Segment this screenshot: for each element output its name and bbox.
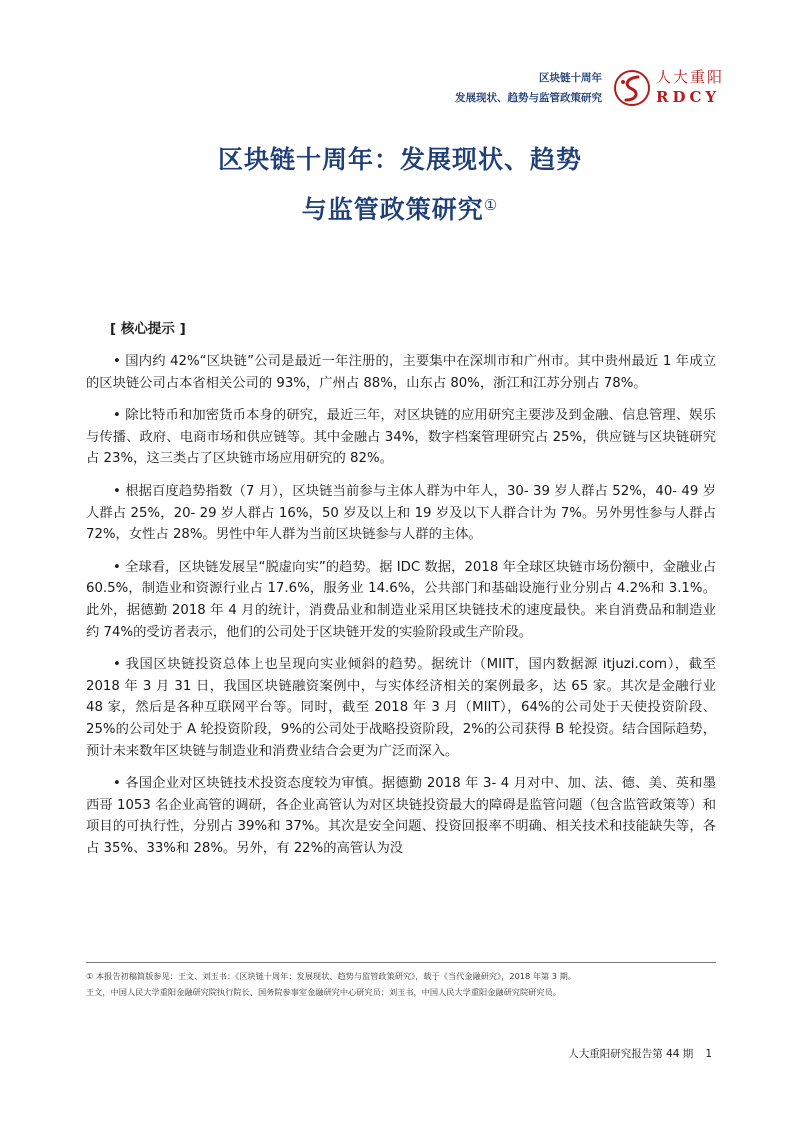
title-footnote-mark[interactable]: ① [483,196,499,214]
footnote-line2: 王文，中国人民大学重阳金融研究院执行院长、国务院参事室金融研究中心研究员；刘玉书，中国人民大学重阳金融研究院研究员。 [86,987,561,997]
core-heading: [ 核心提示 ] [110,321,186,337]
core-summary [86,319,716,870]
footnote [86,968,716,1000]
footnote-line1: ① 本报告初稿简版参见：王文、刘玉书：《区块链十周年：发展现状、趋势与监管政策研究》，载于《当代金融研究》，2018 年第 3 期。 [86,971,576,981]
running-header-line1: 区块链十周年 [539,72,602,84]
logo-name-cn: 人大重阳 [656,68,725,86]
core-paragraph: • 各国企业对区块链技术投资态度较为审慎。据德勤 2018 年 3- 4 月对中、加、法、德、美、英和墨西哥 1053 名企业高管的调研，各企业高管认为对区块链投资最大的障碍是监管问题（包含监管政策等）和项目的可执行性，分别占 39%和 37%。其次是安全问题、投资回报率不明确、相关技术和技能缺失等，各占 35%、33%和 28%。另外，有 22%的高管认为没 [86,776,716,856]
logo-name-en: RDCY [656,88,721,106]
core-paragraph: • 除比特币和加密货币本身的研究，最近三年，对区块链的应用研究主要涉及到金融、信息管理、娱乐与传播、政府、电商市场和供应链等。其中金融占 34%，数字档案管理研究占 25%，供应链与区块链研究占 23%，这三类占了区块链市场应用研究的 82%。 [86,408,716,467]
title-text-2: 与监管政策研究 [301,195,484,224]
footer-report-name: 人大重阳研究报告第 44 期 [568,1048,694,1060]
page-title-line1 [0,140,800,176]
page-footer [568,1046,712,1061]
page-number: 1 [705,1048,712,1060]
rdcy-seal-icon [612,68,652,108]
core-paragraph: • 全球看，区块链发展呈“脱虚向实”的趋势。据 IDC 数据，2018 年全球区块链市场份额中，金融业占 60.5%，制造业和资源行业占 17.6%，服务业 14.6%，公共部门和基础设施行业分别占 4.2%和 3.1%。此外，据德勤 2018 年 4 月的统计，消费品业和制造业采用区块链技术的速度最快。来自消费品和制造业约 74%的受访者表示，他们的公司处于区块链开发的实验阶段或生产阶段。 [86,559,716,640]
running-header-line2: 发展现状、趋势与监管政策研究 [455,92,602,104]
core-paragraph: • 根据百度趋势指数（7 月），区块链当前参与主体人群为中年人，30- 39 岁人群占 52%，40- 49 岁人群占 25%，20- 29 岁人群占 16%，50 岁及以上和 19 岁及以下人群合计为 7%。另外男性参与人群占 72%，女性占 28%。男性中年人群为当前区块链参与人群的主体。 [86,483,716,543]
title-text-1: 区块链十周年：发展现状、趋势 [217,145,582,174]
running-header [455,68,602,108]
footnote-divider [86,962,716,963]
page-title-line2 [0,190,800,226]
rdcy-logo [612,66,732,110]
core-paragraph: • 我国区块链投资总体上也呈现向实业倾斜的趋势。据统计（MIIT，国内数据源 itjuzi.com），截至 2018 年 3 月 31 日，我国区块链融资案例中，与实体经济相关的案例最多，达 65 家。其次是金融行业 48 家，然后是各种互联网平台等。同时，截至 2018 年 3 月（MIIT），64%的公司处于天使投资阶段、25%的公司处于 A 轮投资阶段，9%的公司处于战略投资阶段，2%的公司获得 B 轮投资。结合国际趋势，预计未来数年区块链与制造业和消费业结合会更为广泛而深入。 [86,657,716,759]
core-paragraph: • 国内约 42%“区块链”公司是最近一年注册的，主要集中在深圳市和广州市。其中贵州最近 1 年成立的区块链公司占本省相关公司的 93%，广州占 88%，山东占 80%，浙江和江苏分别占 78%。 [86,354,716,391]
